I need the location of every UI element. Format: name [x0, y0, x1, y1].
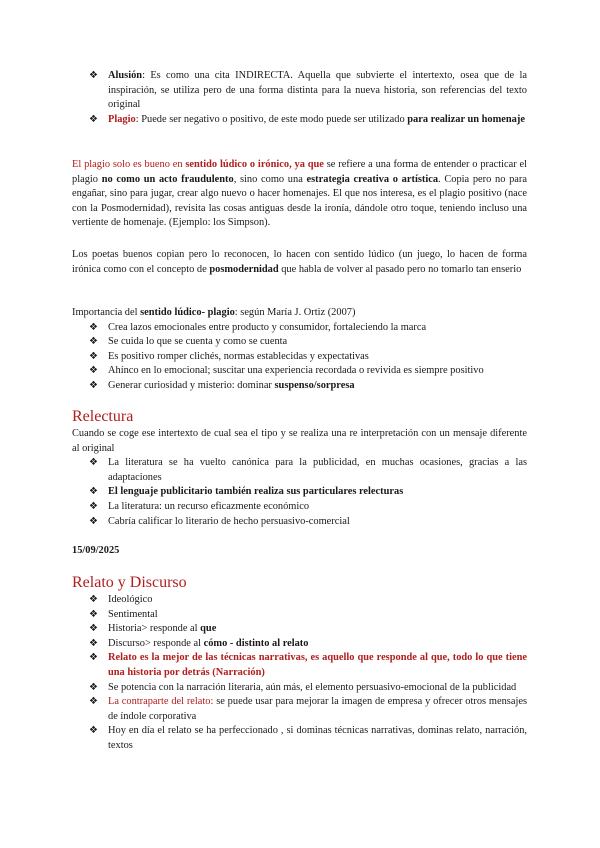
list-item [72, 724, 527, 753]
text-run: . Copia pero no para engañar, sino para jugar, crear algo nuevo o hacer homenajes. El que nos interesa, es el plagio positivo (nace con la Posmodernidad), revisita las cosas antiguas desde la ironía, dándole otro toque, teniendo incluso una vertiente de homenaje. (Ejemplo: los Simpson). [72, 173, 527, 229]
text-run: se refiere a una forma de entender o practicar el plagio [72, 159, 528, 185]
diamond-bullet-icon: ❖ [89, 500, 98, 512]
list-item [72, 456, 527, 485]
emphasis: no como un acto fraudulento [101, 173, 234, 185]
paragraph [72, 158, 527, 231]
definitions-list [72, 69, 527, 127]
separator: : [135, 113, 142, 125]
text-run: El plagio solo es bueno en [72, 159, 186, 170]
item-text: Ahínco en lo emocional; suscitar una experiencia recordada o revivida es siempre positivo [108, 365, 484, 377]
diamond-bullet-icon: ❖ [89, 379, 98, 391]
list-item [72, 695, 527, 724]
diamond-bullet-icon: ❖ [89, 336, 98, 348]
emphasis: sentido lúdico- plagio [140, 307, 235, 318]
diamond-bullet-icon: ❖ [89, 350, 98, 362]
importance-heading [72, 306, 527, 321]
emphasis: El lenguaje publicitario también realiza sus particulares relecturas [108, 486, 404, 498]
item-text: Historia> responde al [108, 623, 201, 635]
diamond-bullet-icon: ❖ [89, 486, 98, 498]
paragraph [72, 248, 527, 277]
list-item [72, 637, 527, 652]
list-item [72, 321, 527, 336]
term-plagio: Plagio [108, 113, 136, 125]
relato-section [72, 573, 527, 754]
text-run: Los poetas buenos copian pero lo reconocen, lo hacen con sentido lúdico (un juego, lo hacen de forma irónica como con el concepto de [72, 249, 527, 275]
emphasis: que [200, 623, 217, 635]
text-run: : según María J. Ortiz (2007) [234, 307, 356, 318]
relectura-intro: Cuando se coge ese intertexto de cual sea el tipo y se realiza una re interpretación con un mensaje diferente al original [72, 428, 527, 454]
diamond-bullet-icon: ❖ [89, 652, 98, 664]
item-text: La literatura se ha vuelto canónica para la publicidad, en muchas ocasiones, gracias a las adaptaciones [108, 457, 527, 483]
list-item [72, 335, 527, 350]
diamond-bullet-icon: ❖ [89, 696, 98, 708]
item-text: Crea lazos emocionales entre producto y consumidor, fortaleciendo la marca [108, 321, 427, 333]
item-text: Discurso> responde al [108, 637, 204, 649]
definition-text: Es como una cita INDIRECTA. Aquella que subvierte el intertexto, osea que de la inspiración, se utiliza pero de una forma distinta para la nueva historia, son referencias del texto original [108, 70, 527, 111]
item-text: Ideológico [108, 594, 153, 605]
importance-list [72, 321, 527, 394]
relato-list [72, 593, 527, 754]
emphasis: cómo - distinto al relato [203, 637, 309, 649]
emphasis: sentido lúdico o irónico, ya que [185, 159, 324, 170]
diamond-bullet-icon: ❖ [89, 725, 98, 737]
term-alusion: Alusión [108, 70, 143, 81]
item-text: Se potencia con la narración literaria, aún más, el elemento persuasivo-emocional de la publicidad [108, 681, 517, 693]
list-item [72, 379, 527, 394]
list-item [72, 608, 527, 623]
emphasis: posmodernidad [209, 263, 279, 275]
diamond-bullet-icon: ❖ [89, 637, 98, 649]
diamond-bullet-icon: ❖ [89, 113, 98, 125]
highlight: La contraparte del relato: [108, 696, 214, 708]
item-text: Es positivo romper clichés, normas establecidas y expectativas [108, 350, 369, 362]
list-item [72, 622, 527, 637]
diamond-bullet-icon: ❖ [89, 321, 98, 333]
diamond-bullet-icon: ❖ [89, 623, 98, 635]
diamond-bullet-icon: ❖ [89, 608, 98, 620]
list-item [72, 651, 527, 680]
item-text: Sentimental [108, 608, 158, 620]
relectura-list [72, 456, 527, 529]
date-label: 15/09/2025 [72, 545, 120, 556]
section-title-relato: Relato y Discurso [72, 574, 187, 591]
emphasis: Relato es la mejor de las técnicas narrativas, es aquello que responde al que, todo lo que tiene una historia por detrás (Narración) [108, 652, 527, 678]
list-item [72, 515, 527, 530]
item-text: Generar curiosidad y misterio: dominar [108, 379, 275, 391]
plagio-paragraph [72, 158, 527, 231]
list-item [72, 593, 527, 608]
item-text: Cabría calificar lo literario de hecho persuasivo-comercial [108, 515, 350, 527]
diamond-bullet-icon: ❖ [89, 515, 98, 527]
definition-text: Puede ser negativo o positivo, de este modo puede ser utilizado [141, 113, 408, 125]
item-text: se puede usar para mejorar la imagen de empresa y ofrecer otros mensajes de índole corporativa [108, 696, 527, 722]
list-item [72, 69, 527, 113]
list-item [72, 364, 527, 379]
diamond-bullet-icon: ❖ [89, 365, 98, 377]
list-item [72, 350, 527, 365]
text-run: , sino como una [233, 173, 307, 185]
item-text: Hoy en día el relato se ha perfeccionado , si dominas técnicas narrativas, dominas relato, narración, textos [108, 725, 527, 751]
diamond-bullet-icon: ❖ [89, 681, 98, 693]
diamond-bullet-icon: ❖ [89, 70, 98, 81]
text-run: que habla de volver al pasado pero no tomarlo tan enserio [278, 263, 522, 275]
separator: : [142, 70, 151, 81]
diamond-bullet-icon: ❖ [89, 457, 98, 469]
item-text: Se cuida lo que se cuenta y como se cuenta [108, 336, 288, 348]
list-item [72, 500, 527, 515]
item-text: La literatura: un recurso eficazmente económico [108, 500, 310, 512]
poetas-paragraph [72, 248, 527, 277]
importance-block [72, 306, 527, 394]
list-item [72, 113, 527, 128]
emphasis: estrategia creativa o artística [306, 173, 439, 185]
list-item [72, 485, 527, 500]
text-run: Importancia del [72, 307, 141, 318]
section-title-relectura: Relectura [72, 408, 134, 425]
emphasis: suspenso/sorpresa [274, 379, 355, 391]
definition-bold: para realizar un homenaje [407, 113, 525, 125]
diamond-bullet-icon: ❖ [89, 594, 98, 605]
definitions-block [72, 69, 527, 127]
relectura-section [72, 407, 527, 529]
list-item [72, 681, 527, 696]
